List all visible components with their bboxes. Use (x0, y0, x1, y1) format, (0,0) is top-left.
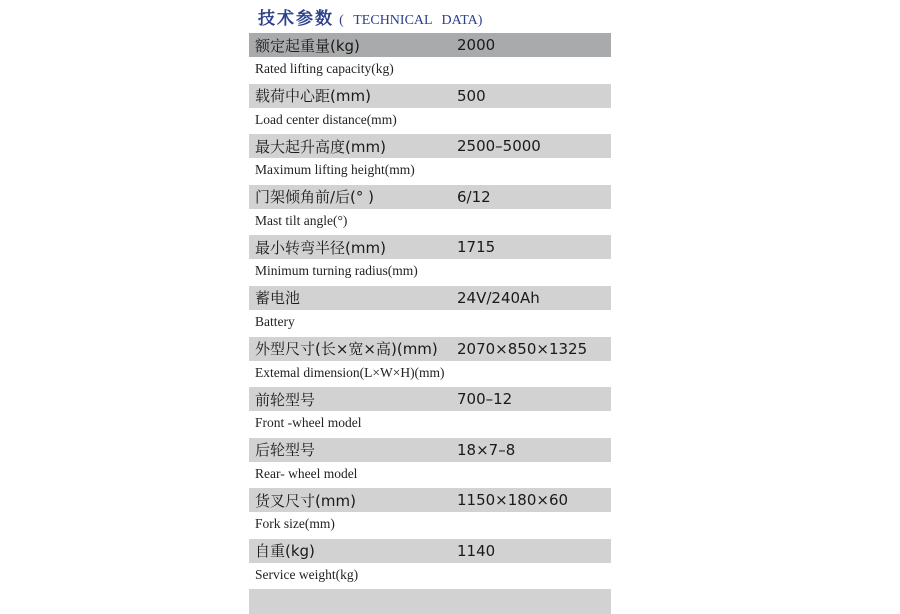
spec-label-cn: 后轮型号 (255, 441, 316, 460)
spec-main-row (249, 84, 611, 108)
spec-value: 2000 (457, 36, 496, 54)
title-chinese: 技术参数 (258, 9, 334, 29)
spec-row-front-wheel (249, 387, 611, 438)
table-footer-bar (249, 589, 611, 614)
spec-value: 18×7–8 (457, 440, 516, 459)
spec-value: 1715 (457, 238, 496, 257)
spec-value: 1140 (457, 541, 496, 560)
spec-label-en: Fork size(mm) (255, 516, 335, 532)
spec-main-row (249, 286, 611, 310)
spec-row-external-dimension (249, 337, 611, 388)
spec-value: 1150×180×60 (457, 491, 569, 510)
spec-row-rear-wheel (249, 438, 611, 489)
spec-value: 700–12 (457, 390, 513, 409)
spec-main-row (249, 235, 611, 259)
spec-label-cn: 最大起升高度(mm) (255, 137, 386, 156)
spec-row-battery (249, 286, 611, 337)
spec-main-row (249, 134, 611, 158)
spec-main-row (249, 488, 611, 512)
spec-value: 500 (457, 86, 486, 105)
spec-label-cn: 门架倾角前/后(° ) (255, 188, 375, 207)
spec-row-load-center (249, 84, 611, 135)
spec-label-cn: 载荷中心距(mm) (255, 87, 371, 106)
spec-label-en: Front -wheel model (255, 415, 362, 431)
spec-label-cn: 外型尺寸(长×宽×高)(mm) (255, 340, 438, 359)
spec-label-cn: 蓄电池 (255, 289, 301, 308)
spec-label-en: Extemal dimension(L×W×H)(mm) (255, 364, 445, 380)
spec-main-row (249, 33, 611, 57)
spec-label-en: Battery (255, 313, 295, 329)
spec-value: 24V/240Ah (457, 288, 540, 307)
spec-row-max-lift-height (249, 134, 611, 185)
spec-value: 2070×850×1325 (457, 339, 588, 358)
spec-main-row (249, 337, 611, 361)
page-title (258, 4, 483, 29)
spec-table (249, 33, 611, 590)
spec-label-en: Minimum turning radius(mm) (255, 263, 418, 279)
spec-main-row (249, 438, 611, 462)
spec-label-cn: 前轮型号 (255, 390, 316, 409)
spec-main-row (249, 185, 611, 209)
spec-row-fork-size (249, 488, 611, 539)
title-english: ( TECHNICAL DATA) (339, 13, 483, 28)
spec-label-en: Rated lifting capacity(kg) (255, 61, 394, 76)
spec-row-mast-tilt (249, 185, 611, 236)
spec-main-row (249, 539, 611, 563)
spec-label-cn: 最小转弯半径(mm) (255, 238, 386, 257)
spec-label-en: Rear- wheel model (255, 465, 358, 481)
spec-row-rated-capacity (249, 33, 611, 84)
spec-label-en: Maximum lifting height(mm) (255, 162, 415, 178)
spec-row-service-weight (249, 539, 611, 590)
spec-main-row (249, 387, 611, 411)
spec-label-en: Load center distance(mm) (255, 111, 397, 127)
spec-value: 6/12 (457, 187, 491, 206)
spec-row-turning-radius (249, 235, 611, 286)
spec-label-en: Service weight(kg) (255, 566, 359, 582)
spec-label-cn: 额定起重量(kg) (255, 36, 360, 55)
spec-label-cn: 货叉尺寸(mm) (255, 491, 356, 510)
spec-label-en: Mast tilt angle(°) (255, 212, 348, 228)
spec-label-cn: 自重(kg) (255, 542, 315, 561)
spec-value: 2500–5000 (457, 137, 541, 156)
